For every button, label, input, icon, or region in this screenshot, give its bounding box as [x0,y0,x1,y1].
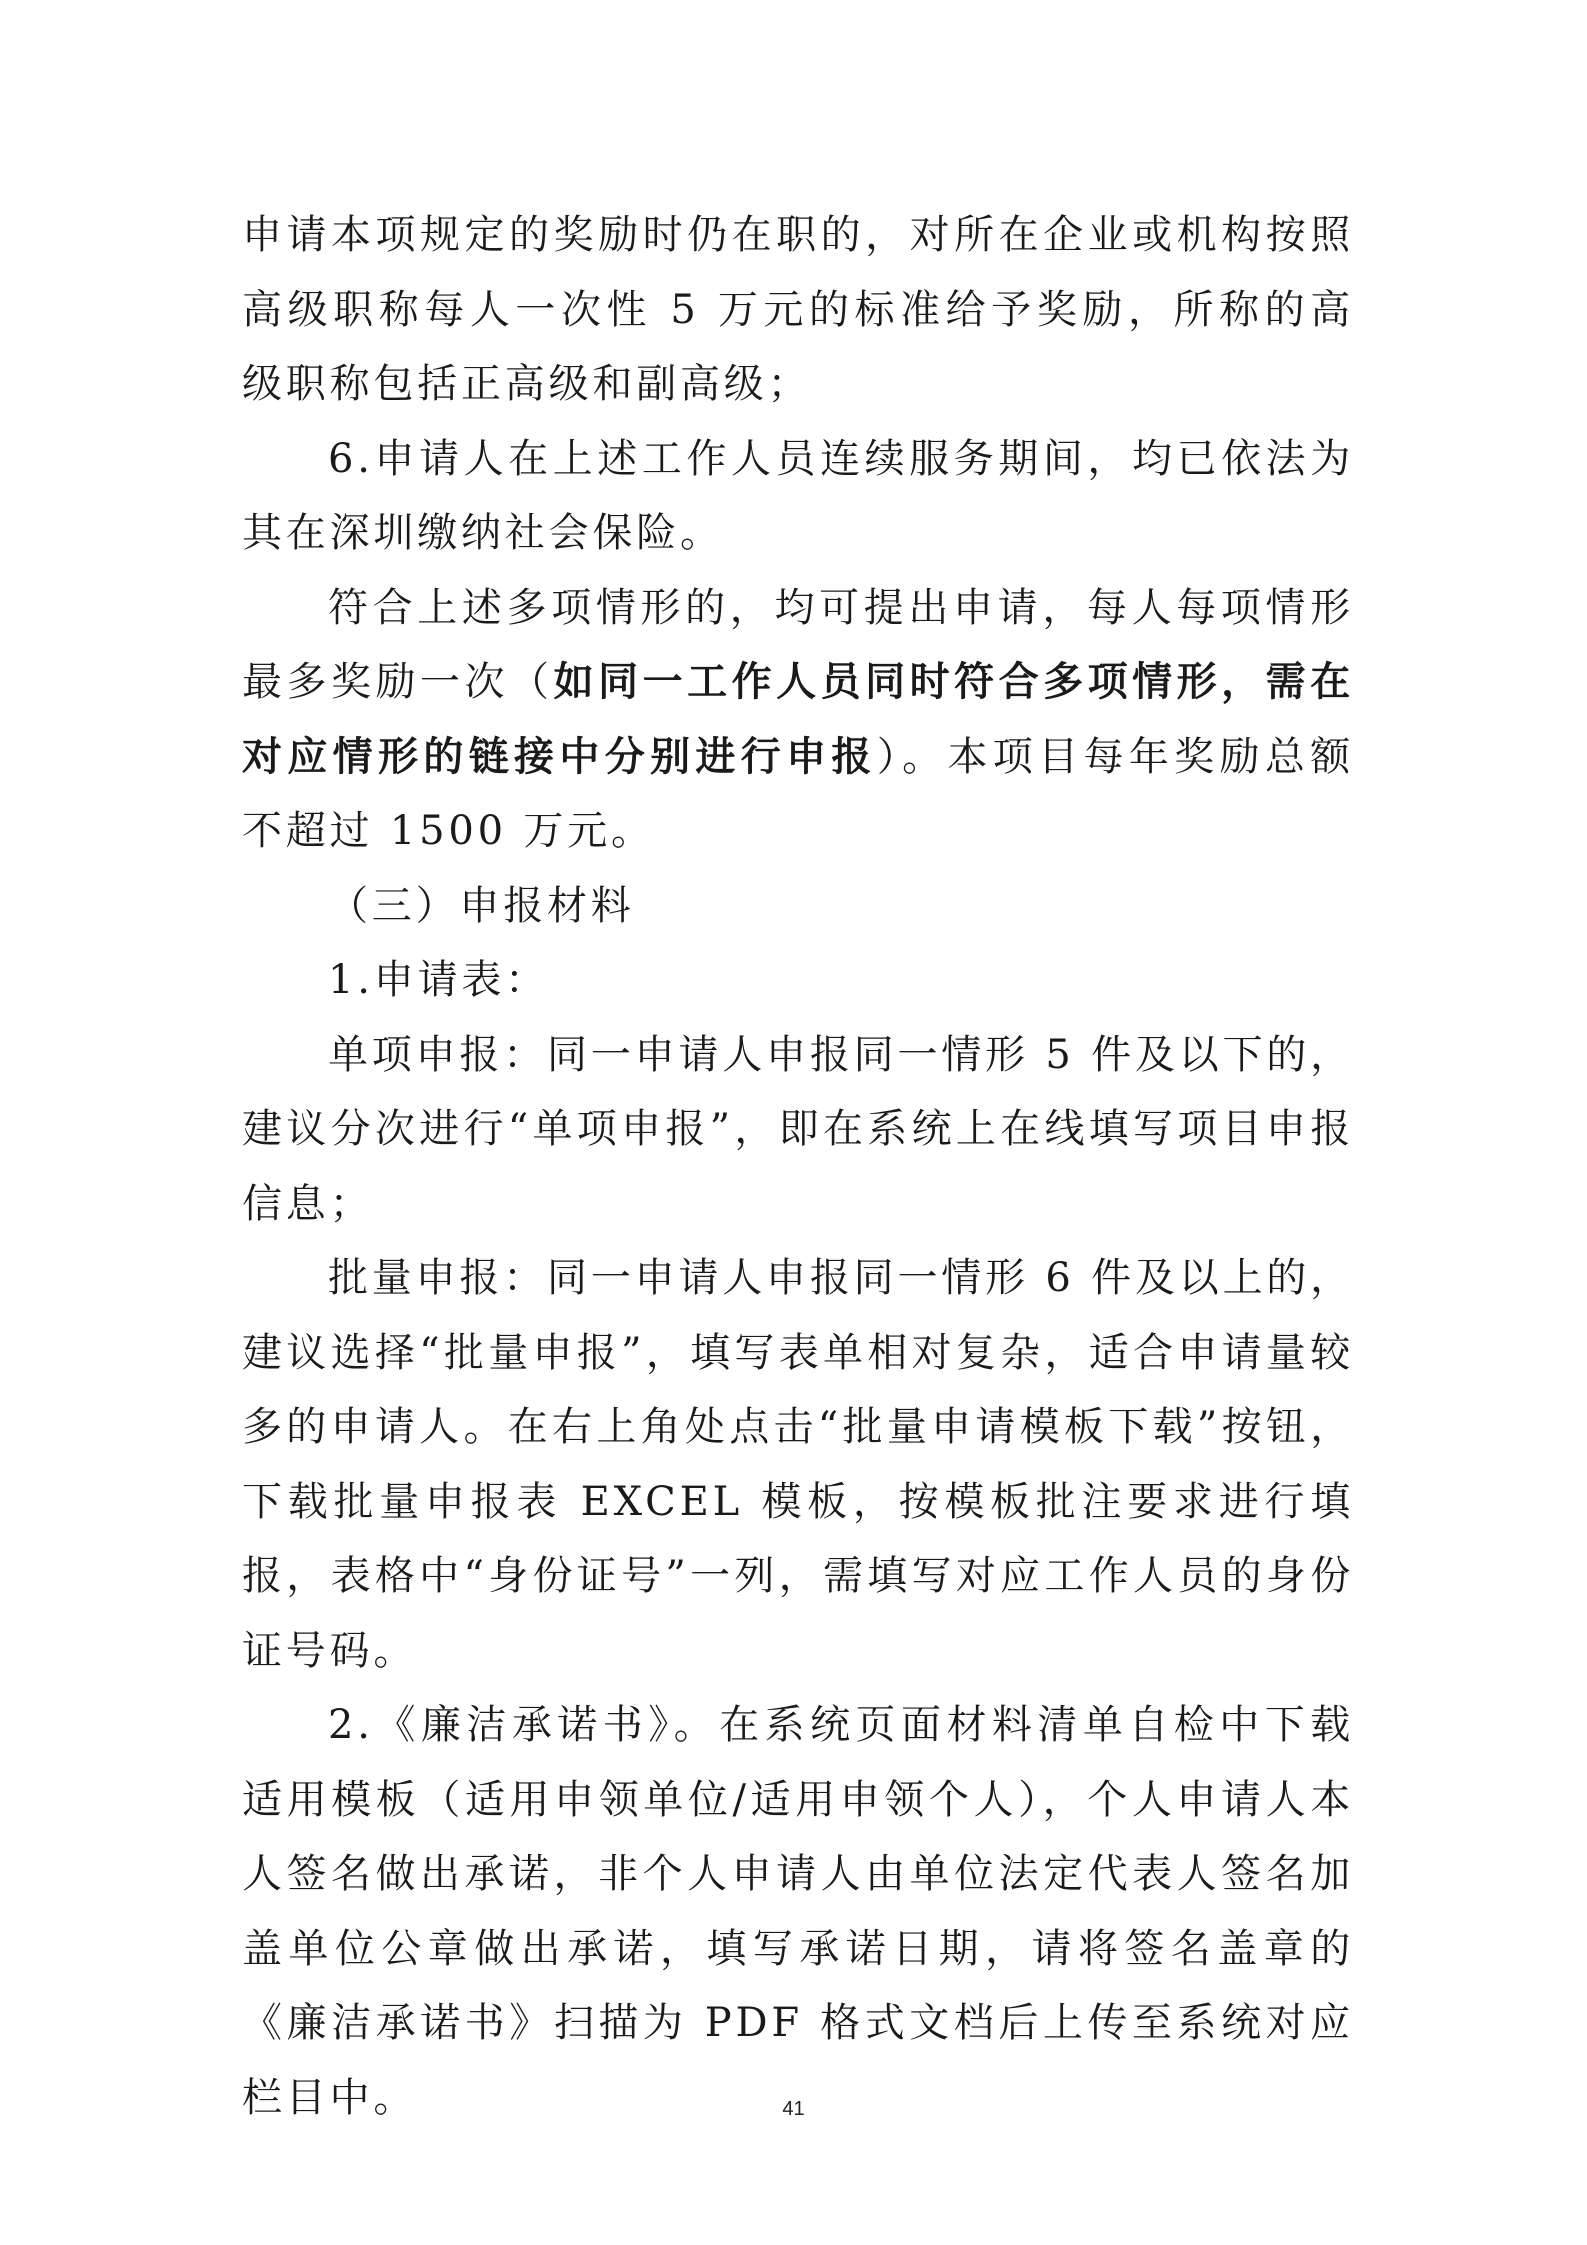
item-application-form: 1.申请表： [328,957,549,1003]
paragraph-integrity-commitment: 2.《廉洁承诺书》。在系统页面材料清单自检中下载适用模板（适用申领单位/适用申领个人），个人申请人本人签名做出承诺，非个人申请人由单位法定代表人签名加盖单位公章做出承诺，填写承诺日期，请将签名盖章的《廉洁承诺书》扫描为 PDF 格式文档后上传至系统对应栏目中。 [242,1702,1354,2121]
multiple-situations-text-before: 符合上述多项情形的，均可提出申请，每人每项情形最多奖励一次（ [242,584,1354,705]
paragraph-social-insurance: 6.申请人在上述工作人员连续服务期间，均已依法为其在深圳缴纳社会保险。 [242,435,1354,556]
paragraph-award-standard: 申请本项规定的奖励时仍在职的，对所在企业或机构按照高级职称每人一次性 5 万元的标准给予奖励，所称的高级职称包括正高级和副高级； [242,212,1354,407]
multiple-situations-bold-note: 如同一工作人员同时符合多项情形，需在对应情形的链接中分别进行申报 [242,658,1354,780]
multiple-situations-text-after: ）。本项目每年奖励总额不超过 1500 万元。 [242,733,1354,854]
section-heading-materials: （三）申报材料 [328,882,635,929]
paragraph-multiple-situations [242,571,1354,869]
paragraph-batch-application: 批量申报：同一申请人申报同一情形 6 件及以上的，建议选择“批量申报”，填写表单相对复杂，适合申请量较多的申请人。在右上角处点击“批量申请模板下载”按钮，下载批量申报表 EXCEL 模板，按模板批注要求进行填报，表格中“身份证号”一列，需填写对应工作人员的身份证号码。 [242,1255,1354,1674]
paragraph-single-application: 单项申报：同一申请人申报同一情形 5 件及以下的，建议分次进行“单项申报”，即在系统上在线填写项目申报信息； [242,1031,1354,1227]
page-number: 41 [782,2098,805,2120]
document-body [242,198,1354,2135]
